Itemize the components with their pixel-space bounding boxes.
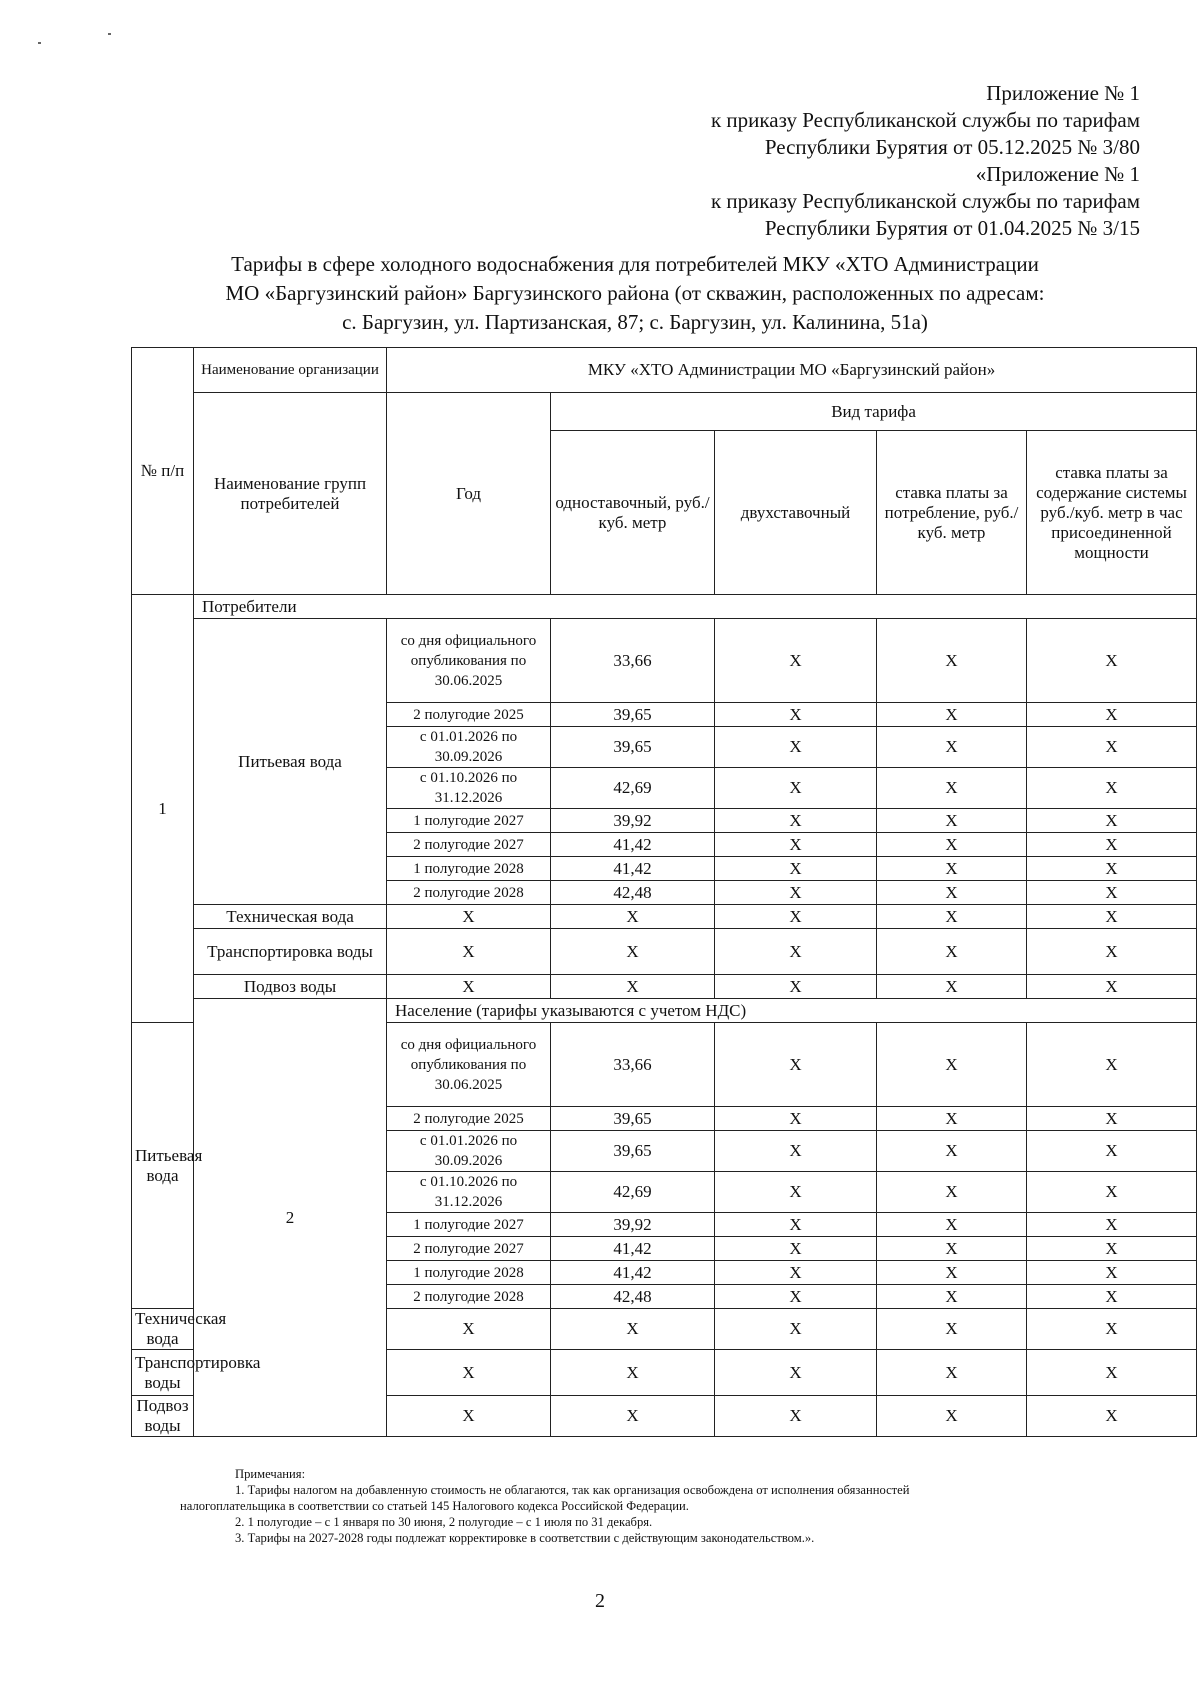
tariff-value: 39,92 bbox=[551, 809, 715, 833]
tariff-type-header: Вид тарифа bbox=[551, 393, 1197, 431]
na-mark: X bbox=[877, 833, 1027, 857]
section-number: 2 bbox=[194, 999, 387, 1437]
na-mark: X bbox=[1027, 619, 1197, 703]
na-mark: X bbox=[1027, 703, 1197, 727]
na-mark: X bbox=[551, 975, 715, 999]
period-cell: 1 полугодие 2027 bbox=[387, 1213, 551, 1237]
header-line: к приказу Республиканской службы по тарифам bbox=[710, 108, 1140, 132]
na-mark: X bbox=[1027, 905, 1197, 929]
note-3: 3. Тарифы на 2027-2028 годы подлежат корректировке в соответствии с действующим законодательством.». bbox=[235, 1531, 815, 1545]
na-mark: X bbox=[1027, 1309, 1197, 1350]
na-mark: X bbox=[715, 619, 877, 703]
na-mark: X bbox=[715, 1213, 877, 1237]
period-cell: 2 полугодие 2028 bbox=[387, 881, 551, 905]
period-cell: 2 полугодие 2025 bbox=[387, 703, 551, 727]
tariff-value: 42,69 bbox=[551, 1172, 715, 1213]
na-mark: X bbox=[877, 1023, 1027, 1107]
tariff-value: 39,92 bbox=[551, 1213, 715, 1237]
note-2: 2. 1 полугодие – с 1 января по 30 июня, 2 полугодие – с 1 июля по 31 декабря. bbox=[235, 1515, 653, 1529]
tariff-value: 39,65 bbox=[551, 727, 715, 768]
na-mark: X bbox=[877, 1213, 1027, 1237]
col-one-part: одноставочный, руб./ куб. метр bbox=[551, 431, 715, 595]
na-mark: X bbox=[715, 703, 877, 727]
na-mark: X bbox=[877, 809, 1027, 833]
tariff-value: 39,65 bbox=[551, 703, 715, 727]
header-line: Республики Бурятия от 01.04.2025 № 3/15 bbox=[764, 216, 1140, 240]
period-cell: 2 полугодие 2028 bbox=[387, 1285, 551, 1309]
period-cell: с 01.10.2026 по 31.12.2026 bbox=[387, 768, 551, 809]
na-mark: X bbox=[877, 619, 1027, 703]
header-line: Республики Бурятия от 05.12.2025 № 3/80 bbox=[764, 135, 1140, 159]
document-title bbox=[130, 250, 1140, 337]
group-drinking-water: Питьевая вода bbox=[194, 619, 387, 905]
period-cell: с 01.10.2026 по 31.12.2026 bbox=[387, 1172, 551, 1213]
na-mark: X bbox=[877, 905, 1027, 929]
na-mark: X bbox=[1027, 1237, 1197, 1261]
header-line: Приложение № 1 bbox=[986, 81, 1140, 105]
na-mark: X bbox=[1027, 1107, 1197, 1131]
na-mark: X bbox=[387, 1350, 551, 1396]
tariff-value: 39,65 bbox=[551, 1107, 715, 1131]
tariff-value: 41,42 bbox=[551, 857, 715, 881]
na-mark: X bbox=[1027, 1172, 1197, 1213]
na-mark: X bbox=[715, 905, 877, 929]
na-mark: X bbox=[1027, 1023, 1197, 1107]
col-two-part: двухставочный bbox=[715, 431, 877, 595]
na-mark: X bbox=[715, 1285, 877, 1309]
group-technical-water: Техническая вода bbox=[194, 905, 387, 929]
na-mark: X bbox=[551, 1396, 715, 1437]
na-mark: X bbox=[877, 1261, 1027, 1285]
period-cell: 1 полугодие 2028 bbox=[387, 857, 551, 881]
na-mark: X bbox=[1027, 1131, 1197, 1172]
na-mark: X bbox=[715, 1396, 877, 1437]
na-mark: X bbox=[715, 857, 877, 881]
na-mark: X bbox=[551, 1350, 715, 1396]
na-mark: X bbox=[715, 1237, 877, 1261]
header-line: к приказу Республиканской службы по тарифам bbox=[710, 189, 1140, 213]
section-number: 1 bbox=[132, 595, 194, 1023]
group-technical-water: Техническая вода bbox=[132, 1309, 194, 1350]
col-capacity: ставка платы за содержание системы руб./куб. метр в час присоединенной мощности bbox=[1027, 431, 1197, 595]
period-cell: 1 полугодие 2027 bbox=[387, 809, 551, 833]
period-cell: с 01.01.2026 по 30.09.2026 bbox=[387, 1131, 551, 1172]
na-mark: X bbox=[877, 881, 1027, 905]
tariff-table bbox=[131, 347, 1197, 1437]
na-mark: X bbox=[1027, 768, 1197, 809]
na-mark: X bbox=[877, 703, 1027, 727]
na-mark: X bbox=[877, 1237, 1027, 1261]
group-water-delivery: Подвоз воды bbox=[194, 975, 387, 999]
period-cell: с 01.01.2026 по 30.09.2026 bbox=[387, 727, 551, 768]
na-mark: X bbox=[877, 1107, 1027, 1131]
tariff-value: 42,69 bbox=[551, 768, 715, 809]
na-mark: X bbox=[715, 975, 877, 999]
appendix-header bbox=[440, 80, 1140, 242]
na-mark: X bbox=[1027, 809, 1197, 833]
period-cell: 2 полугодие 2027 bbox=[387, 1237, 551, 1261]
tariff-value: 41,42 bbox=[551, 1261, 715, 1285]
section-title: Население (тарифы указываются с учетом НДС) bbox=[387, 999, 1197, 1023]
na-mark: X bbox=[715, 1023, 877, 1107]
na-mark: X bbox=[877, 727, 1027, 768]
na-mark: X bbox=[877, 929, 1027, 975]
group-label: Наименование групп потребителей bbox=[194, 393, 387, 595]
na-mark: X bbox=[877, 1131, 1027, 1172]
na-mark: X bbox=[715, 1172, 877, 1213]
header-line: «Приложение № 1 bbox=[975, 162, 1140, 186]
na-mark: X bbox=[715, 768, 877, 809]
na-mark: X bbox=[877, 768, 1027, 809]
notes-heading: Примечания: bbox=[235, 1467, 306, 1481]
scan-speck bbox=[108, 33, 111, 35]
na-mark: X bbox=[715, 881, 877, 905]
na-mark: X bbox=[715, 1261, 877, 1285]
tariff-value: 41,42 bbox=[551, 833, 715, 857]
title-line: Тарифы в сфере холодного водоснабжения для потребителей МКУ «ХТО Администрации bbox=[231, 252, 1039, 276]
na-mark: X bbox=[1027, 1261, 1197, 1285]
na-mark: X bbox=[1027, 881, 1197, 905]
na-mark: X bbox=[387, 975, 551, 999]
notes bbox=[180, 1466, 1160, 1546]
na-mark: X bbox=[877, 1309, 1027, 1350]
na-mark: X bbox=[715, 929, 877, 975]
na-mark: X bbox=[877, 1350, 1027, 1396]
tariff-value: 41,42 bbox=[551, 1237, 715, 1261]
na-mark: X bbox=[877, 857, 1027, 881]
page-number: 2 bbox=[595, 1590, 605, 1612]
group-water-transport: Транспортировка воды bbox=[194, 929, 387, 975]
na-mark: X bbox=[715, 809, 877, 833]
na-mark: X bbox=[877, 1396, 1027, 1437]
na-mark: X bbox=[715, 1107, 877, 1131]
col-num-header: № п/п bbox=[132, 348, 194, 595]
na-mark: X bbox=[877, 975, 1027, 999]
tariff-value: 42,48 bbox=[551, 1285, 715, 1309]
na-mark: X bbox=[387, 1396, 551, 1437]
period-cell: со дня официального опубликования по 30.06.2025 bbox=[387, 619, 551, 703]
org-name: МКУ «ХТО Администрации МО «Баргузинский район» bbox=[387, 348, 1197, 393]
na-mark: X bbox=[1027, 1213, 1197, 1237]
na-mark: X bbox=[715, 727, 877, 768]
na-mark: X bbox=[1027, 1285, 1197, 1309]
na-mark: X bbox=[715, 1350, 877, 1396]
tariff-value: 39,65 bbox=[551, 1131, 715, 1172]
scan-speck bbox=[38, 42, 41, 44]
title-line: МО «Баргузинский район» Баргузинского района (от скважин, расположенных по адресам: bbox=[225, 281, 1045, 305]
year-label: Год bbox=[387, 393, 551, 595]
na-mark: X bbox=[551, 905, 715, 929]
na-mark: X bbox=[1027, 975, 1197, 999]
na-mark: X bbox=[877, 1172, 1027, 1213]
na-mark: X bbox=[715, 1131, 877, 1172]
group-drinking-water: Питьевая вода bbox=[132, 1023, 194, 1309]
na-mark: X bbox=[1027, 727, 1197, 768]
tariff-value: 42,48 bbox=[551, 881, 715, 905]
na-mark: X bbox=[387, 929, 551, 975]
na-mark: X bbox=[387, 1309, 551, 1350]
na-mark: X bbox=[551, 929, 715, 975]
period-cell: 2 полугодие 2027 bbox=[387, 833, 551, 857]
group-water-transport: Транспортировка воды bbox=[132, 1350, 194, 1396]
na-mark: X bbox=[877, 1285, 1027, 1309]
group-water-delivery: Подвоз воды bbox=[132, 1396, 194, 1437]
na-mark: X bbox=[551, 1309, 715, 1350]
period-cell: 1 полугодие 2028 bbox=[387, 1261, 551, 1285]
period-cell: со дня официального опубликования по 30.06.2025 bbox=[387, 1023, 551, 1107]
na-mark: X bbox=[1027, 1350, 1197, 1396]
title-line: с. Баргузин, ул. Партизанская, 87; с. Баргузин, ул. Калинина, 51а) bbox=[342, 310, 928, 334]
note-1: 1. Тарифы налогом на добавленную стоимость не облагаются, так как организация освобождена от исполнения обязанностей bbox=[235, 1483, 910, 1497]
na-mark: X bbox=[387, 905, 551, 929]
na-mark: X bbox=[1027, 1396, 1197, 1437]
org-label: Наименование организации bbox=[194, 348, 387, 393]
na-mark: X bbox=[1027, 857, 1197, 881]
na-mark: X bbox=[1027, 833, 1197, 857]
section-title: Потребители bbox=[194, 595, 1197, 619]
col-consumption: ставка платы за потребление, руб./ куб. метр bbox=[877, 431, 1027, 595]
na-mark: X bbox=[715, 1309, 877, 1350]
period-cell: 2 полугодие 2025 bbox=[387, 1107, 551, 1131]
tariff-value: 33,66 bbox=[551, 619, 715, 703]
note-1-cont: налогоплательщика в соответствии со статьей 145 Налогового кодекса Российской Федерации. bbox=[180, 1499, 689, 1513]
tariff-value: 33,66 bbox=[551, 1023, 715, 1107]
na-mark: X bbox=[1027, 929, 1197, 975]
na-mark: X bbox=[715, 833, 877, 857]
